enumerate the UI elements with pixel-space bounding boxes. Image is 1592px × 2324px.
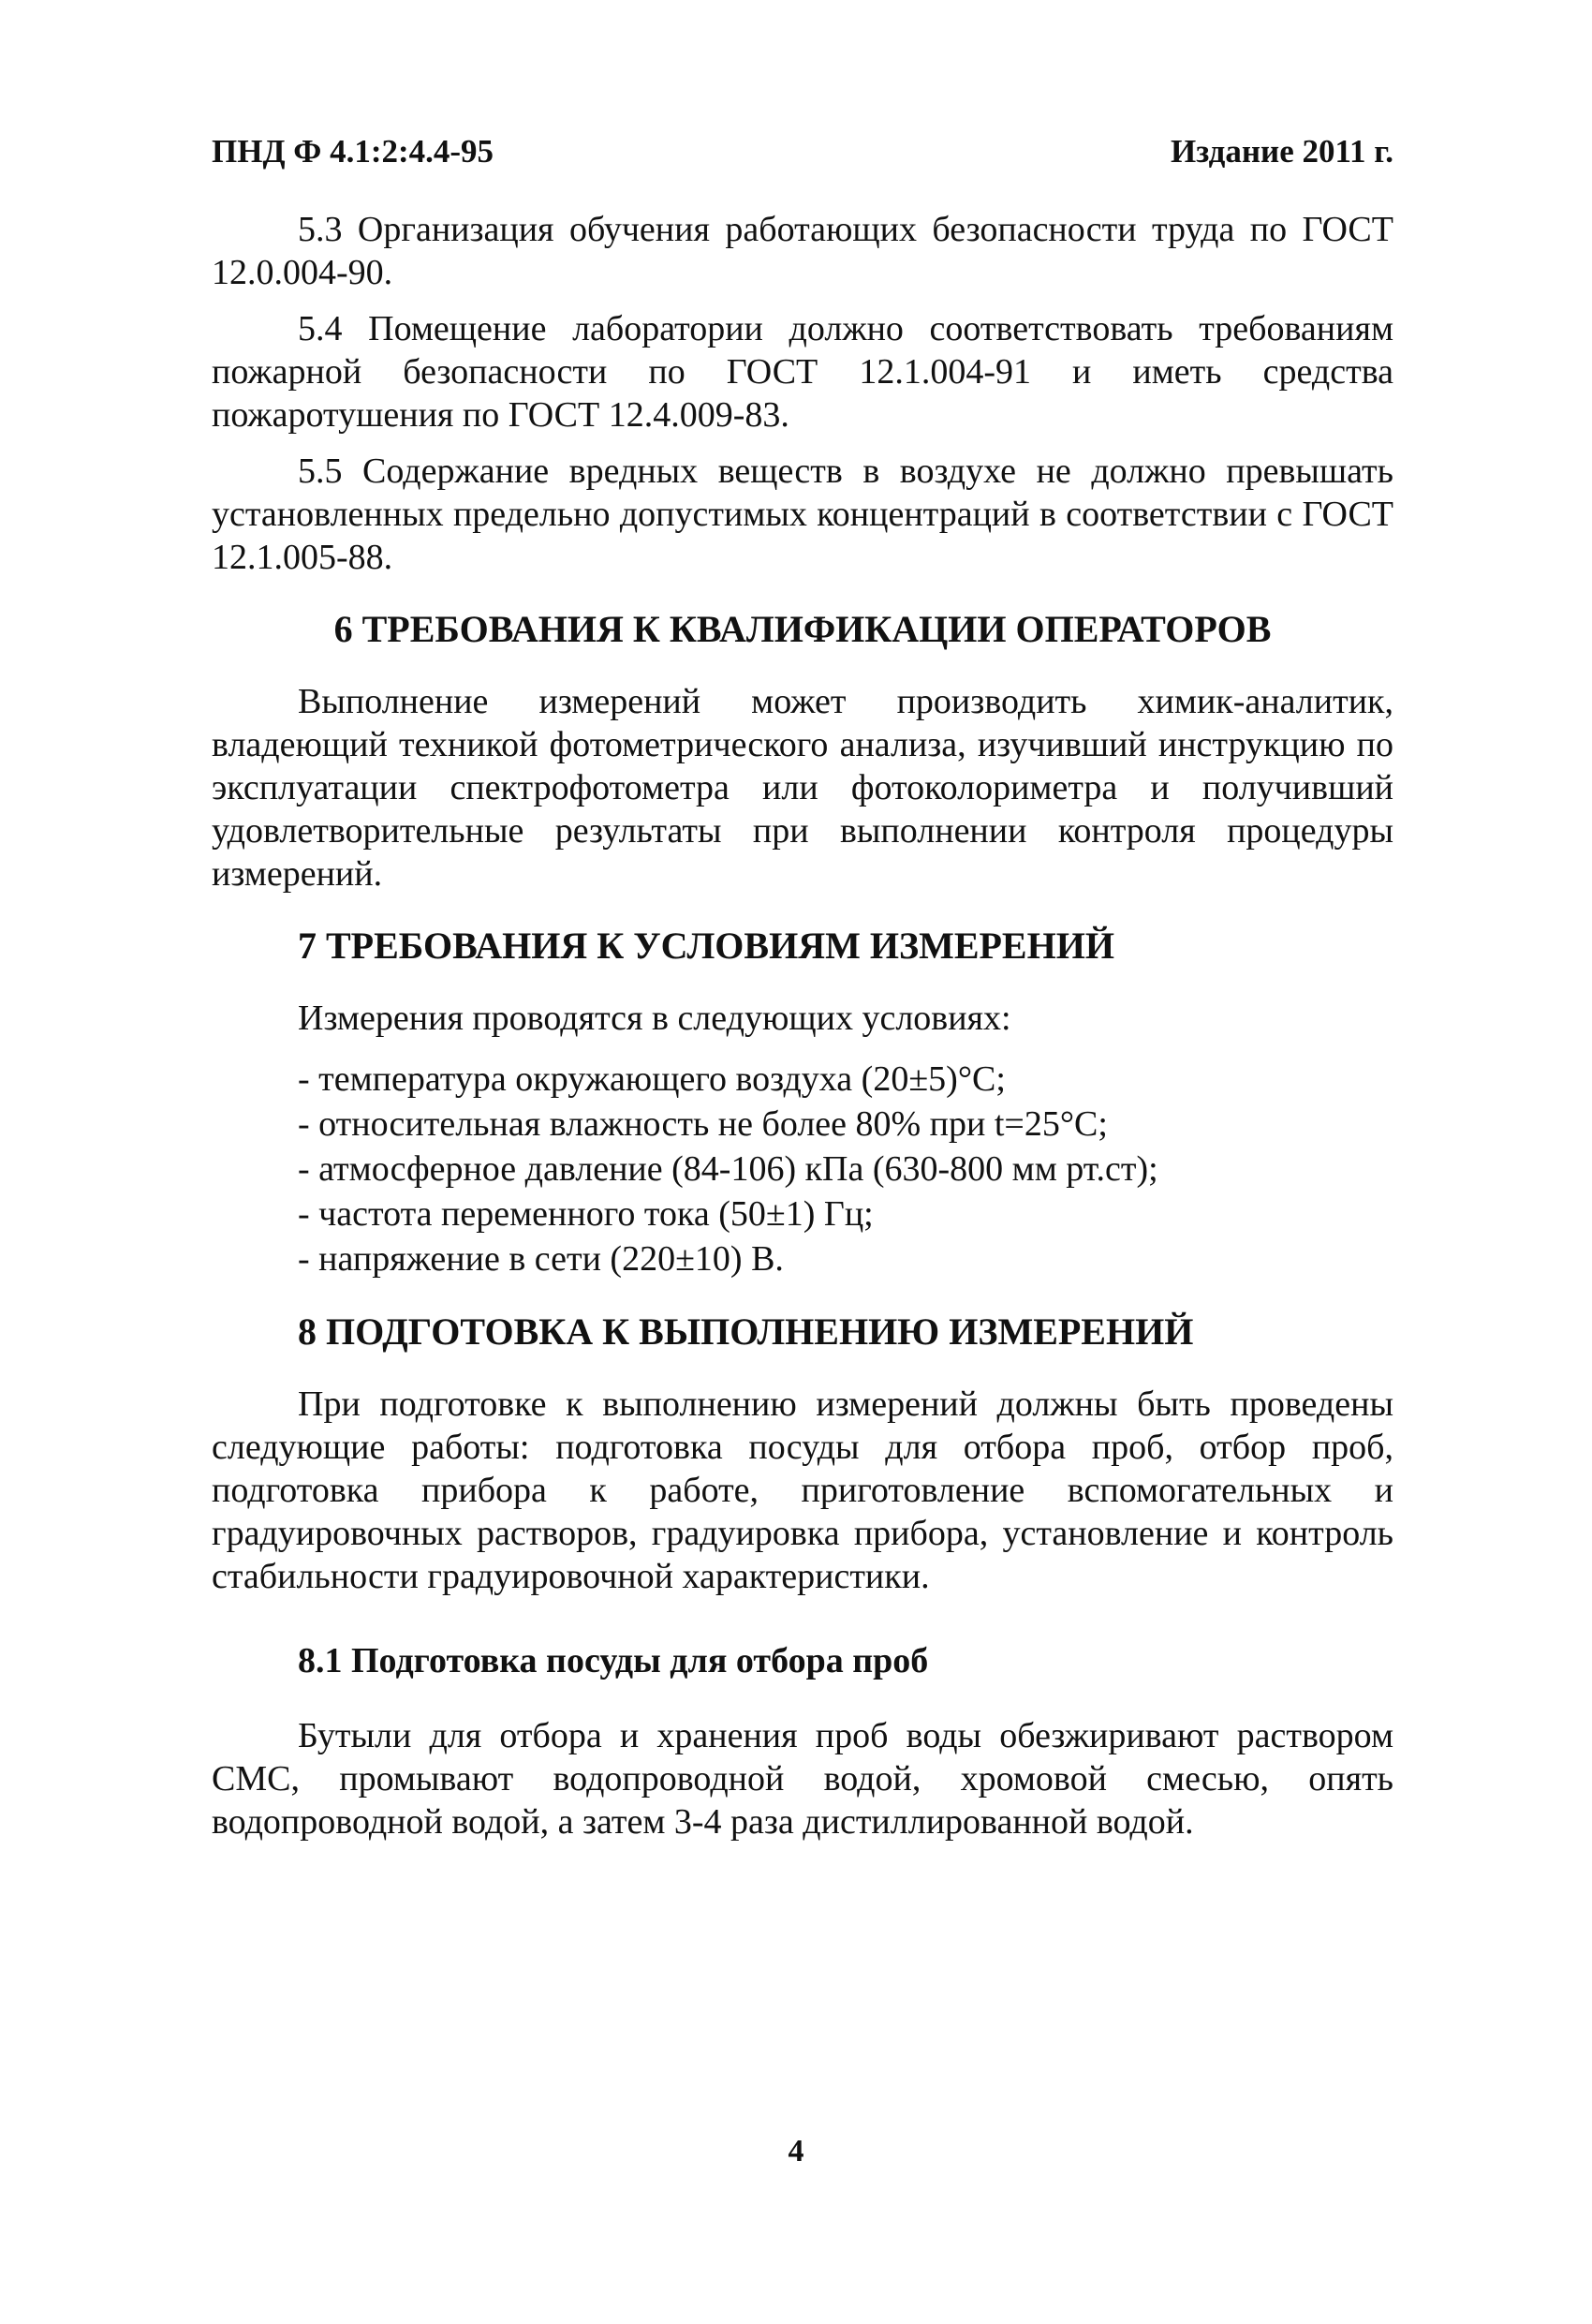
- condition-pressure: - атмосферное давление (84-106) кПа (630-800 мм рт.ст);: [298, 1149, 1158, 1189]
- section-7-heading: 7 ТРЕБОВАНИЯ К УСЛОВИЯМ ИЗМЕРЕНИЙ: [298, 925, 1114, 967]
- condition-temperature: - температура окружающего воздуха (20±5)°С;: [298, 1059, 1006, 1099]
- document-code: ПНД Ф 4.1:2:4.4-95: [212, 133, 494, 170]
- subsection-8-1-text: Бутыли для отбора и хранения проб воды обезжиривают раствором СМС, промывают водопроводной водой, хромовой смесью, опять водопроводной водой, а затем 3-4 раза дистиллированной водой.: [212, 1716, 1393, 1842]
- page-header: [212, 133, 1393, 176]
- conditions-list: [212, 1057, 1393, 1281]
- section-7-lead: Измерения проводятся в следующих условиях:: [298, 999, 1011, 1038]
- section-6-text: Выполнение измерений может производить химик-аналитик, владеющий техникой фотометрического анализа, изучивший инструкцию по эксплуатации спектрофотометра или фотоколориметра и получивший удовлетворительные результаты при выполнении контроля процедуры измерений.: [212, 682, 1393, 894]
- section-8-heading: 8 ПОДГОТОВКА К ВЫПОЛНЕНИЮ ИЗМЕРЕНИЙ: [298, 1310, 1194, 1353]
- page-number: 4: [788, 2134, 804, 2169]
- edition-year: Издание 2011 г.: [1171, 133, 1393, 170]
- section-6-heading: 6 ТРЕБОВАНИЯ К КВАЛИФИКАЦИИ ОПЕРАТОРОВ: [333, 608, 1272, 650]
- section-8-text: При подготовке к выполнению измерений должны быть проведены следующие работы: подготовка посуды для отбора проб, отбор проб, подготовка прибора к работе, приготовление вспомогательных и градуировочных растворов, градуировка прибора, установление и контроль стабильности градуировочной характеристики.: [212, 1384, 1393, 1596]
- paragraph-5-3: 5.3 Организация обучения работающих безопасности труда по ГОСТ 12.0.004-90.: [212, 210, 1393, 292]
- page-content: [212, 208, 1393, 1857]
- paragraph-5-5: 5.5 Содержание вредных веществ в воздухе не должно превышать установленных предельно допустимых концентраций в соответствии с ГОСТ 12.1.005-88.: [212, 451, 1393, 577]
- subsection-8-1-heading: 8.1 Подготовка посуды для отбора проб: [298, 1641, 929, 1680]
- condition-voltage: - напряжение в сети (220±10) В.: [298, 1239, 784, 1279]
- condition-humidity: - относительная влажность не более 80% при t=25°С;: [298, 1104, 1108, 1144]
- condition-frequency: - частота переменного тока (50±1) Гц;: [298, 1194, 874, 1234]
- paragraph-5-4: 5.4 Помещение лаборатории должно соответствовать требованиям пожарной безопасности по ГОСТ 12.1.004-91 и иметь средства пожаротушения по ГОСТ 12.4.009-83.: [212, 309, 1393, 435]
